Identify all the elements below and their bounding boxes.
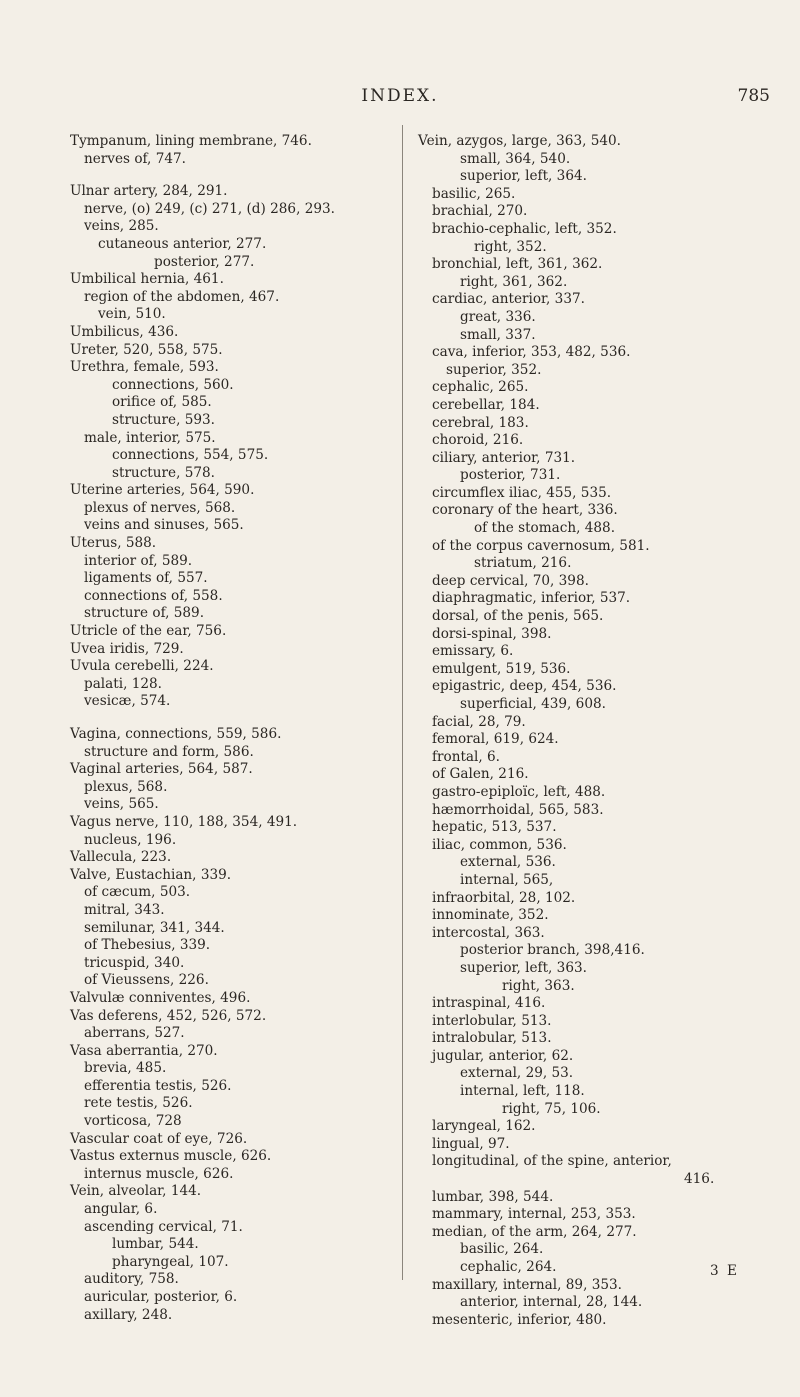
index-entry: Vein, alveolar, 144. xyxy=(70,1183,202,1200)
index-entry: hæmorrhoidal, 565, 583. xyxy=(432,801,604,818)
page-header xyxy=(0,86,800,110)
index-entry: of the corpus cavernosum, 581. xyxy=(432,537,650,554)
index-entry: right, 352. xyxy=(474,238,547,255)
index-entry: Valvulæ conniventes, 496. xyxy=(70,989,251,1006)
index-entry: deep cervical, 70, 398. xyxy=(432,572,589,589)
index-entry: Utricle of the ear, 756. xyxy=(70,623,227,640)
index-entry: infraorbital, 28, 102. xyxy=(432,889,576,906)
index-entry: basilic, 264. xyxy=(460,1241,544,1258)
index-entry: ciliary, anterior, 731. xyxy=(432,449,576,466)
index-entry: Tympanum, lining membrane, 746. xyxy=(70,133,312,149)
index-entry: Ulnar artery, 284, 291. xyxy=(70,183,228,200)
index-column-right xyxy=(418,133,773,1329)
index-entry: brevia, 485. xyxy=(84,1060,167,1077)
index-entry: Uterine arteries, 564, 590. xyxy=(70,482,255,499)
index-entry: femoral, 619, 624. xyxy=(432,731,559,748)
index-entry: interior of, 589. xyxy=(84,552,193,569)
index-entry: region of the abdomen, 467. xyxy=(84,288,280,305)
index-entry: Vascular coat of eye, 726. xyxy=(70,1130,248,1147)
index-entry: median, of the arm, 264, 277. xyxy=(432,1223,637,1240)
index-entry: Vein, azygos, large, 363, 540. xyxy=(418,133,622,149)
index-entry: efferentia testis, 526. xyxy=(84,1077,232,1094)
index-entry: cava, inferior, 353, 482, 536. xyxy=(432,344,631,361)
index-entry: ascending cervical, 71. xyxy=(84,1218,243,1235)
index-entry: lingual, 97. xyxy=(432,1135,510,1152)
index-entry: laryngeal, 162. xyxy=(432,1118,536,1135)
index-entry: aberrans, 527. xyxy=(84,1025,185,1042)
index-entry: Uvula cerebelli, 224. xyxy=(70,658,214,675)
index-entry: posterior, 277. xyxy=(154,253,255,270)
column-divider xyxy=(402,125,403,1280)
index-entry: of the stomach, 488. xyxy=(474,520,616,537)
index-entry: emissary, 6. xyxy=(432,643,514,660)
index-entry: of cæcum, 503. xyxy=(84,884,191,901)
index-entry: ligaments of, 557. xyxy=(84,570,208,587)
index-entry: Ureter, 520, 558, 575. xyxy=(70,341,223,358)
index-entry: of Galen, 216. xyxy=(432,766,529,783)
index-entry: choroid, 216. xyxy=(432,432,524,449)
index-entry: nerves of, 747. xyxy=(84,150,186,167)
index-entry: connections of, 558. xyxy=(84,587,223,604)
index-entry: auditory, 758. xyxy=(84,1271,179,1288)
index-entry: dorsal, of the penis, 565. xyxy=(432,608,604,625)
index-entry: emulgent, 519, 536. xyxy=(432,660,571,677)
index-entry: superior, left, 363. xyxy=(460,959,587,976)
index-entry: small, 337. xyxy=(460,326,536,343)
index-entry: auricular, posterior, 6. xyxy=(84,1289,238,1305)
index-entry: pharyngeal, 107. xyxy=(112,1253,229,1270)
index-entry: Vaginal arteries, 564, 587. xyxy=(70,761,253,778)
index-entry: bronchial, left, 361, 362. xyxy=(432,256,603,273)
index-entry: lumbar, 544. xyxy=(112,1236,199,1253)
index-entry: veins, 565. xyxy=(84,796,159,813)
index-entry: Urethra, female, 593. xyxy=(70,359,219,376)
index-entry: semilunar, 341, 344. xyxy=(84,919,225,936)
index-entry: mitral, 343. xyxy=(84,901,165,918)
index-entry: nucleus, 196. xyxy=(84,831,177,848)
index-entry: lumbar, 398, 544. xyxy=(432,1188,554,1205)
index-entry: Valve, Eustachian, 339. xyxy=(70,866,232,883)
index-entry: structure and form, 586. xyxy=(84,743,254,760)
entry-gap xyxy=(70,711,395,726)
index-entry: great, 336. xyxy=(460,308,536,325)
index-entry: coronary of the heart, 336. xyxy=(432,502,618,519)
index-entry: structure of, 589. xyxy=(84,605,205,622)
index-entry: cardiac, anterior, 337. xyxy=(432,291,585,308)
index-entry: Uvea iridis, 729. xyxy=(70,640,184,657)
index-entry: plexus of nerves, 568. xyxy=(84,499,236,516)
index-entry: Vastus externus muscle, 626. xyxy=(70,1148,272,1165)
index-entry: Vallecula, 223. xyxy=(70,849,172,866)
index-entry: plexus, 568. xyxy=(84,778,168,795)
index-entry: epigastric, deep, 454, 536. xyxy=(432,678,617,695)
index-entry: nerve, (o) 249, (c) 271, (d) 286, 293. xyxy=(84,200,335,217)
index-entry: hepatic, 513, 537. xyxy=(432,819,557,836)
index-entry: male, interior, 575. xyxy=(84,429,216,446)
index-entry: vesicæ, 574. xyxy=(84,693,171,710)
index-entry: intraspinal, 416. xyxy=(432,995,546,1012)
index-entry: tricuspid, 340. xyxy=(84,954,185,971)
index-entry: interlobular, 513. xyxy=(432,1012,552,1029)
index-entry: 416. xyxy=(684,1171,715,1188)
index-entry: brachial, 270. xyxy=(432,203,528,220)
index-entry: right, 363. xyxy=(502,977,575,994)
index-entry: jugular, anterior, 62. xyxy=(432,1047,574,1064)
index-entry: right, 75, 106. xyxy=(502,1100,601,1117)
index-entry: connections, 554, 575. xyxy=(112,447,269,464)
index-entry: striatum, 216. xyxy=(474,555,572,572)
index-entry: brachio-cephalic, left, 352. xyxy=(432,220,617,237)
index-entry: veins, 285. xyxy=(84,218,159,235)
index-entry: internal, left, 118. xyxy=(460,1083,585,1100)
index-entry: axillary, 248. xyxy=(84,1306,173,1323)
index-entry: rete testis, 526. xyxy=(84,1095,193,1112)
index-entry: connections, 560. xyxy=(112,376,234,393)
index-entry: of Vieussens, 226. xyxy=(84,972,209,989)
index-entry: frontal, 6. xyxy=(432,748,500,765)
index-entry: of Thebesius, 339. xyxy=(84,937,211,954)
index-entry: circumflex iliac, 455, 535. xyxy=(432,484,612,501)
entry-gap xyxy=(70,168,395,183)
index-entry: basilic, 265. xyxy=(432,185,516,202)
index-entry: superior, 352. xyxy=(446,361,542,378)
index-entry: cutaneous anterior, 277. xyxy=(98,235,267,252)
index-entry: internal, 565, xyxy=(460,871,554,888)
index-entry: Umbilical hernia, 461. xyxy=(70,271,224,288)
index-entry: cerebral, 183. xyxy=(432,414,529,431)
index-entry: vorticosa, 728 xyxy=(84,1113,182,1130)
signature-mark: 3 E xyxy=(710,1263,739,1279)
index-entry: innominate, 352. xyxy=(432,907,549,924)
index-entry: Uterus, 588. xyxy=(70,535,157,552)
index-entry: right, 361, 362. xyxy=(460,273,568,290)
index-entry: gastro-epiploïc, left, 488. xyxy=(432,783,606,800)
index-entry: veins and sinuses, 565. xyxy=(84,517,244,534)
index-entry: iliac, common, 536. xyxy=(432,836,567,853)
index-entry: Vas deferens, 452, 526, 572. xyxy=(70,1007,267,1024)
index-entry: structure, 593. xyxy=(112,411,215,428)
index-entry: orifice of, 585. xyxy=(112,394,212,411)
index-entry: posterior, 731. xyxy=(460,467,561,484)
index-entry: small, 364, 540. xyxy=(460,150,571,167)
page-number: 785 xyxy=(737,86,770,106)
index-entry: dorsi-spinal, 398. xyxy=(432,625,552,642)
index-entry: Vagina, connections, 559, 586. xyxy=(70,726,282,742)
index-entry: external, 29, 53. xyxy=(460,1065,574,1082)
index-entry: angular, 6. xyxy=(84,1201,158,1218)
index-entry: intercostal, 363. xyxy=(432,924,545,941)
index-entry: intralobular, 513. xyxy=(432,1030,552,1047)
index-entry: anterior, internal, 28, 144. xyxy=(460,1294,643,1311)
index-entry: superficial, 439, 608. xyxy=(460,696,606,712)
index-entry: Vasa aberrantia, 270. xyxy=(70,1042,218,1059)
index-entry: Vagus nerve, 110, 188, 354, 491. xyxy=(70,813,298,830)
index-entry: superior, left, 364. xyxy=(460,168,587,185)
index-entry: longitudinal, of the spine, anterior, xyxy=(432,1153,672,1170)
index-entry: cerebellar, 184. xyxy=(432,396,540,413)
index-entry: maxillary, internal, 89, 353. xyxy=(432,1276,622,1293)
index-column-left xyxy=(70,133,395,1324)
index-entry: mesenteric, inferior, 480. xyxy=(432,1311,607,1328)
index-entry: diaphragmatic, inferior, 537. xyxy=(432,590,631,607)
index-entry: Umbilicus, 436. xyxy=(70,323,179,340)
index-entry: external, 536. xyxy=(460,854,556,871)
index-entry: cephalic, 264. xyxy=(460,1259,557,1275)
index-entry: posterior branch, 398,416. xyxy=(460,942,645,959)
index-entry: mammary, internal, 253, 353. xyxy=(432,1206,636,1223)
page-title: INDEX. xyxy=(361,86,439,106)
index-entry: cephalic, 265. xyxy=(432,379,529,396)
index-entry: vein, 510. xyxy=(98,306,166,323)
index-entry: internus muscle, 626. xyxy=(84,1165,234,1182)
index-entry: facial, 28, 79. xyxy=(432,713,526,730)
index-entry: structure, 578. xyxy=(112,464,215,481)
index-entry: palati, 128. xyxy=(84,675,162,692)
